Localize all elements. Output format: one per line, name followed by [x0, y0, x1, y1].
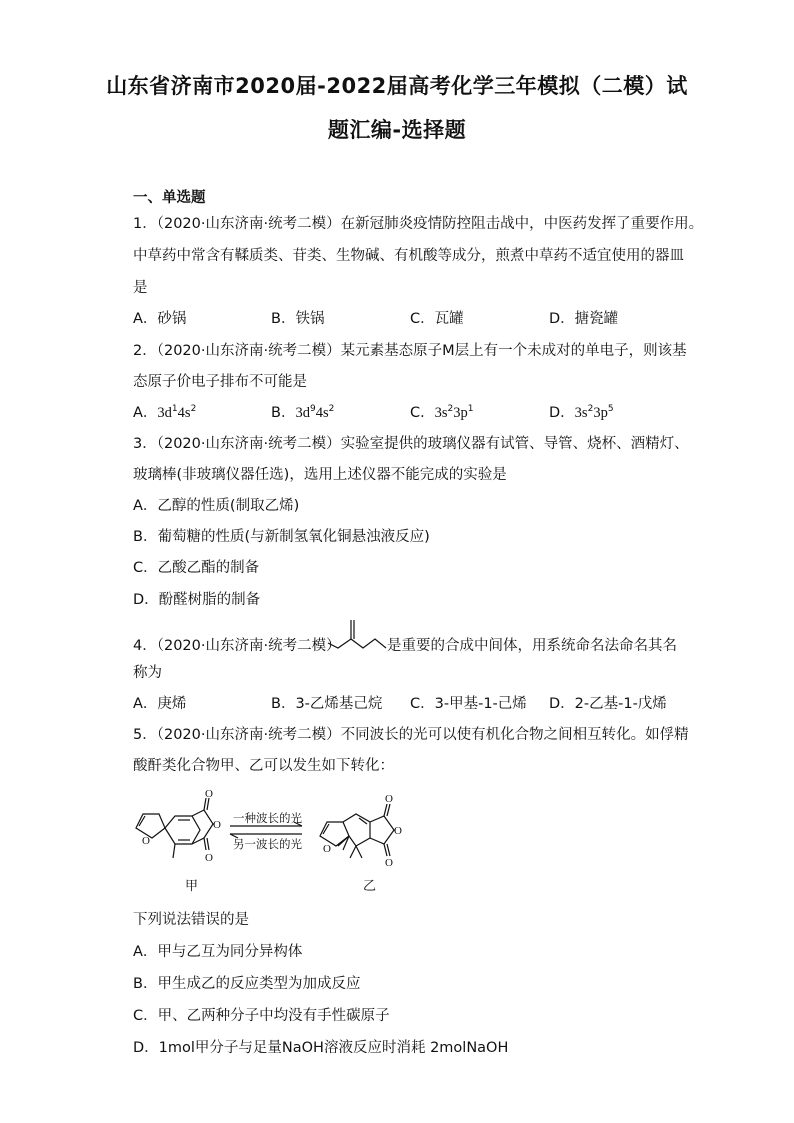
q5-option-d: D．1mol甲分子与足量NaOH溶液反应时消耗 2molNaOH: [133, 1040, 509, 1056]
arrow-label-forward: 一种波长的光: [233, 811, 302, 825]
page-title-line1: 山东省济南市2020届-2022届高考化学三年模拟（二模）试: [106, 74, 688, 98]
q1-option-b: B．铁锅: [271, 311, 325, 327]
q1-option-a: A．砂锅: [133, 311, 187, 327]
section-heading: 一、单选题: [133, 190, 206, 206]
photochromic-reaction-diagram: [130, 786, 430, 896]
q4-line1-suffix: 是重要的合成中间体，用系统命名法命名其名: [387, 638, 677, 654]
page-title-line2: 题汇编-选择题: [327, 118, 467, 142]
q5-option-b: B．甲生成乙的反应类型为加成反应: [133, 976, 361, 992]
q2-option-a: A．$3d^14s^2$: [133, 404, 197, 421]
q1-line2: 中草药中常含有鞣质类、苷类、生物碱、有机酸等成分，煎煮中草药不适宜使用的器皿: [133, 248, 684, 264]
q4-option-d: D．2-乙基-1-戊烯: [549, 696, 667, 712]
atom-o-ring-jia: O: [213, 819, 221, 831]
q3-option-d: D．酚醛树脂的制备: [133, 592, 261, 608]
q4-option-c: C．3-甲基-1-己烯: [410, 696, 527, 712]
q2-line1: 2．（2020·山东济南·统考二模）某元素基态原子M层上有一个未成对的单电子，则该基: [133, 343, 687, 359]
atom-o-furan-yi: O: [323, 843, 331, 855]
q3-option-b: B．葡萄糖的性质(与新制氢氧化铜悬浊液反应): [133, 529, 430, 545]
compound-label-yi: 乙: [363, 879, 377, 894]
q5-line1: 5．（2020·山东济南·统考二模）不同波长的光可以使有机化合物之间相互转化。如俘精: [133, 727, 689, 743]
q4-option-b: B．3-乙烯基己烷: [271, 696, 383, 712]
q2-option-d: D．$3s^23p^5$: [549, 404, 614, 421]
arrow-label-reverse: 另一波长的光: [233, 837, 302, 851]
q3-line2: 玻璃棒(非玻璃仪器任选)，选用上述仪器不能完成的实验是: [133, 467, 507, 483]
q2-option-c: C．$3s^23p^1$: [410, 404, 474, 421]
q2-option-b: B．$3d^94s^2$: [271, 404, 335, 421]
atom-o-carbonyl-bottom-jia: O: [205, 852, 213, 864]
q3-line1: 3．（2020·山东济南·统考二模）实验室提供的玻璃仪器有试管、导管、烧杯、酒精灯、: [133, 436, 689, 452]
compound-label-jia: 甲: [185, 879, 199, 894]
atom-o-carbonyl-bottom-yi: O: [385, 857, 393, 869]
q3-option-a: A．乙醇的性质(制取乙烯): [133, 498, 300, 514]
q1-line3: 是: [133, 280, 148, 296]
q3-option-c: C．乙酸乙酯的制备: [133, 560, 260, 576]
atom-o-furan-jia: O: [142, 835, 150, 847]
q5-option-a: A．甲与乙互为同分异构体: [133, 944, 303, 960]
q1-option-d: D．搪瓷罐: [549, 311, 619, 327]
q5-line2: 酸酐类化合物甲、乙可以发生如下转化：: [133, 758, 394, 774]
skeletal-formula-2-ethyl-1-pentene: [326, 617, 388, 651]
q1-line1: 1．（2020·山东济南·统考二模）在新冠肺炎疫情防控阻击战中，中医药发挥了重要作用。: [133, 216, 704, 232]
atom-o-carbonyl-top-jia: O: [205, 788, 213, 800]
q4-option-a: A．庚烯: [133, 696, 187, 712]
atom-o-ring-yi: O: [394, 825, 402, 837]
q1-option-c: C．瓦罐: [410, 311, 464, 327]
q5-option-c: C．甲、乙两种分子中均没有手性碳原子: [133, 1008, 390, 1024]
q2-line2: 态原子价电子排布不可能是: [133, 374, 307, 390]
q4-line1-prefix: 4．（2020·山东济南·统考二模）: [133, 638, 341, 654]
q5-question: 下列说法错误的是: [133, 912, 249, 928]
atom-o-carbonyl-top-yi: O: [385, 793, 393, 805]
q4-line2: 称为: [133, 665, 162, 681]
